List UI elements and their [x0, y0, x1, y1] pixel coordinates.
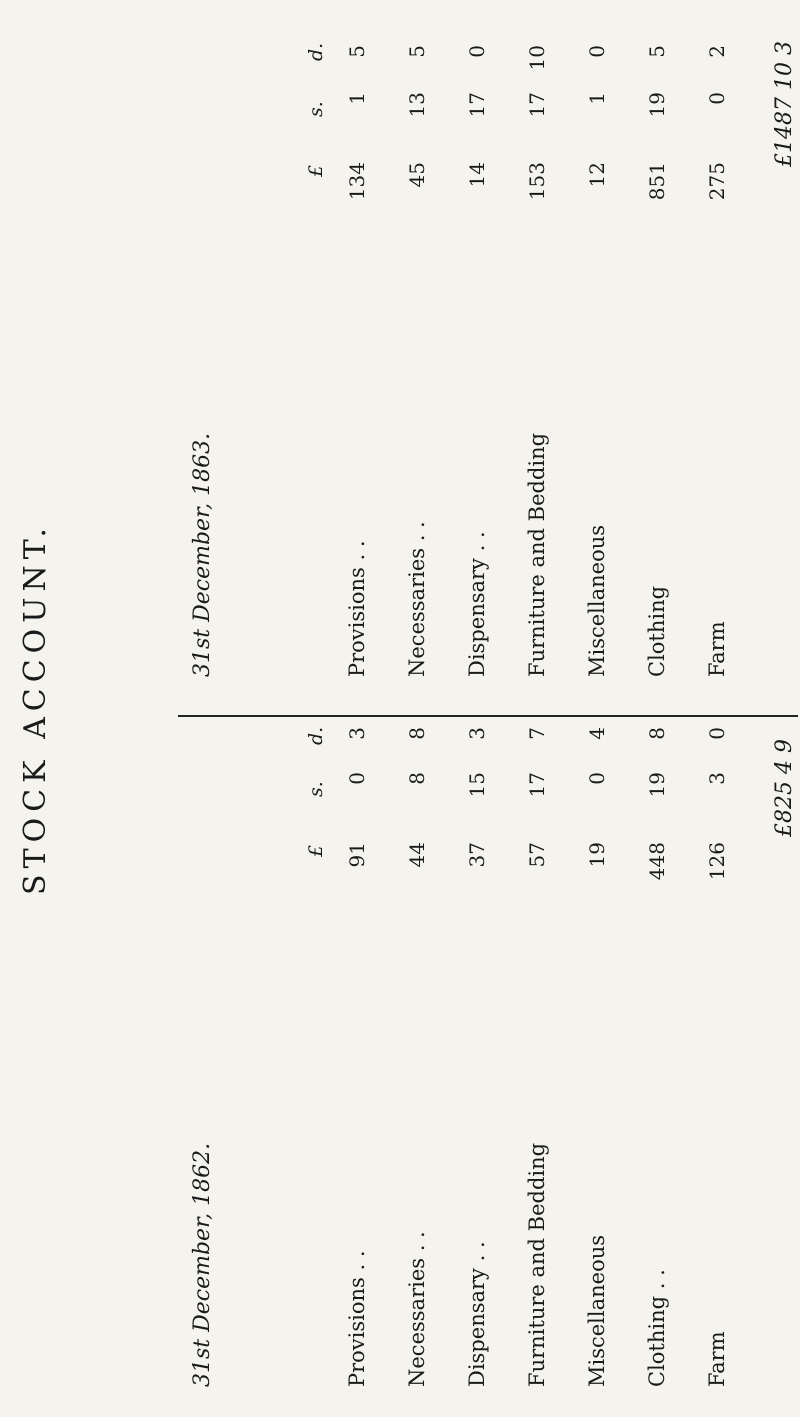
- amount-pounds: 19: [585, 842, 609, 868]
- total-1863: £1487 10 3: [772, 41, 797, 167]
- amount-pence: 8: [405, 727, 429, 740]
- amount-shillings: 0: [345, 772, 369, 785]
- amount-pence: 7: [525, 727, 549, 740]
- amount-pence: 5: [345, 45, 369, 58]
- amount-shillings: 19: [645, 772, 669, 798]
- amount-pence: 8: [645, 727, 669, 740]
- row-label: Furniture and Bedding: [525, 1142, 549, 1387]
- amount-pence: 5: [645, 45, 669, 58]
- amount-shillings: 1: [345, 92, 369, 105]
- amount-shillings: 17: [525, 772, 549, 798]
- amount-pounds: 57: [525, 842, 549, 868]
- amount-shillings: 0: [705, 92, 729, 105]
- amount-shillings: 8: [405, 772, 429, 785]
- amount-shillings: 15: [465, 772, 489, 798]
- amount-pounds: 126: [705, 842, 729, 881]
- col-head-pounds: £: [305, 844, 327, 857]
- amount-shillings: 17: [525, 92, 549, 118]
- total-1862: £825 4 9: [772, 739, 797, 837]
- row-label: Clothing . .: [645, 1269, 669, 1387]
- amount-pounds: 44: [405, 842, 429, 868]
- amount-pounds: 37: [465, 842, 489, 868]
- section-heading-1863: 31st December, 1863.: [190, 432, 215, 677]
- amount-pounds: 275: [705, 162, 729, 201]
- amount-pence: 2: [705, 45, 729, 58]
- row-label: Necessaries . .: [405, 1231, 429, 1387]
- amount-pence: 3: [345, 727, 369, 740]
- amount-pence: 10: [525, 45, 549, 71]
- col-head-pounds-1863: £: [305, 164, 327, 177]
- amount-pounds: 45: [405, 162, 429, 188]
- amount-shillings: 13: [405, 92, 429, 118]
- amount-pounds: 851: [645, 162, 669, 201]
- amount-pence: 0: [465, 45, 489, 58]
- row-label: Provisions . .: [345, 540, 369, 677]
- amount-pence: 3: [465, 727, 489, 740]
- amount-shillings: 19: [645, 92, 669, 118]
- row-label: Farm: [705, 621, 729, 677]
- col-head-pence: d.: [305, 726, 327, 745]
- amount-shillings: 0: [585, 772, 609, 785]
- page-title: STOCK ACCOUNT.: [18, 522, 53, 895]
- row-label: Provisions . .: [345, 1250, 369, 1387]
- section-heading-1862: 31st December, 1862.: [190, 1142, 215, 1387]
- amount-pounds: 14: [465, 162, 489, 188]
- amount-pounds: 448: [645, 842, 669, 881]
- col-head-shillings: s.: [305, 781, 327, 797]
- amount-pence: 0: [585, 45, 609, 58]
- amount-pounds: 134: [345, 162, 369, 201]
- row-label: Clothing: [645, 585, 669, 677]
- row-label: Necessaries . .: [405, 521, 429, 677]
- amount-shillings: 17: [465, 92, 489, 118]
- row-label: Furniture and Bedding: [525, 432, 549, 677]
- row-label: Miscellaneous: [585, 524, 609, 677]
- col-head-shillings-1863: s.: [305, 101, 327, 117]
- row-label: Dispensary . .: [465, 531, 489, 677]
- row-label: Farm: [705, 1331, 729, 1387]
- divider-rule: [178, 715, 798, 717]
- col-head-pence-1863: d.: [305, 42, 327, 61]
- amount-pence: 4: [585, 727, 609, 740]
- row-label: Dispensary . .: [465, 1241, 489, 1387]
- amount-shillings: 3: [705, 772, 729, 785]
- amount-pounds: 153: [525, 162, 549, 201]
- amount-pounds: 12: [585, 162, 609, 188]
- amount-pence: 0: [705, 727, 729, 740]
- amount-pounds: 91: [345, 842, 369, 868]
- amount-pence: 5: [405, 45, 429, 58]
- row-label: Miscellaneous: [585, 1234, 609, 1387]
- amount-shillings: 1: [585, 92, 609, 105]
